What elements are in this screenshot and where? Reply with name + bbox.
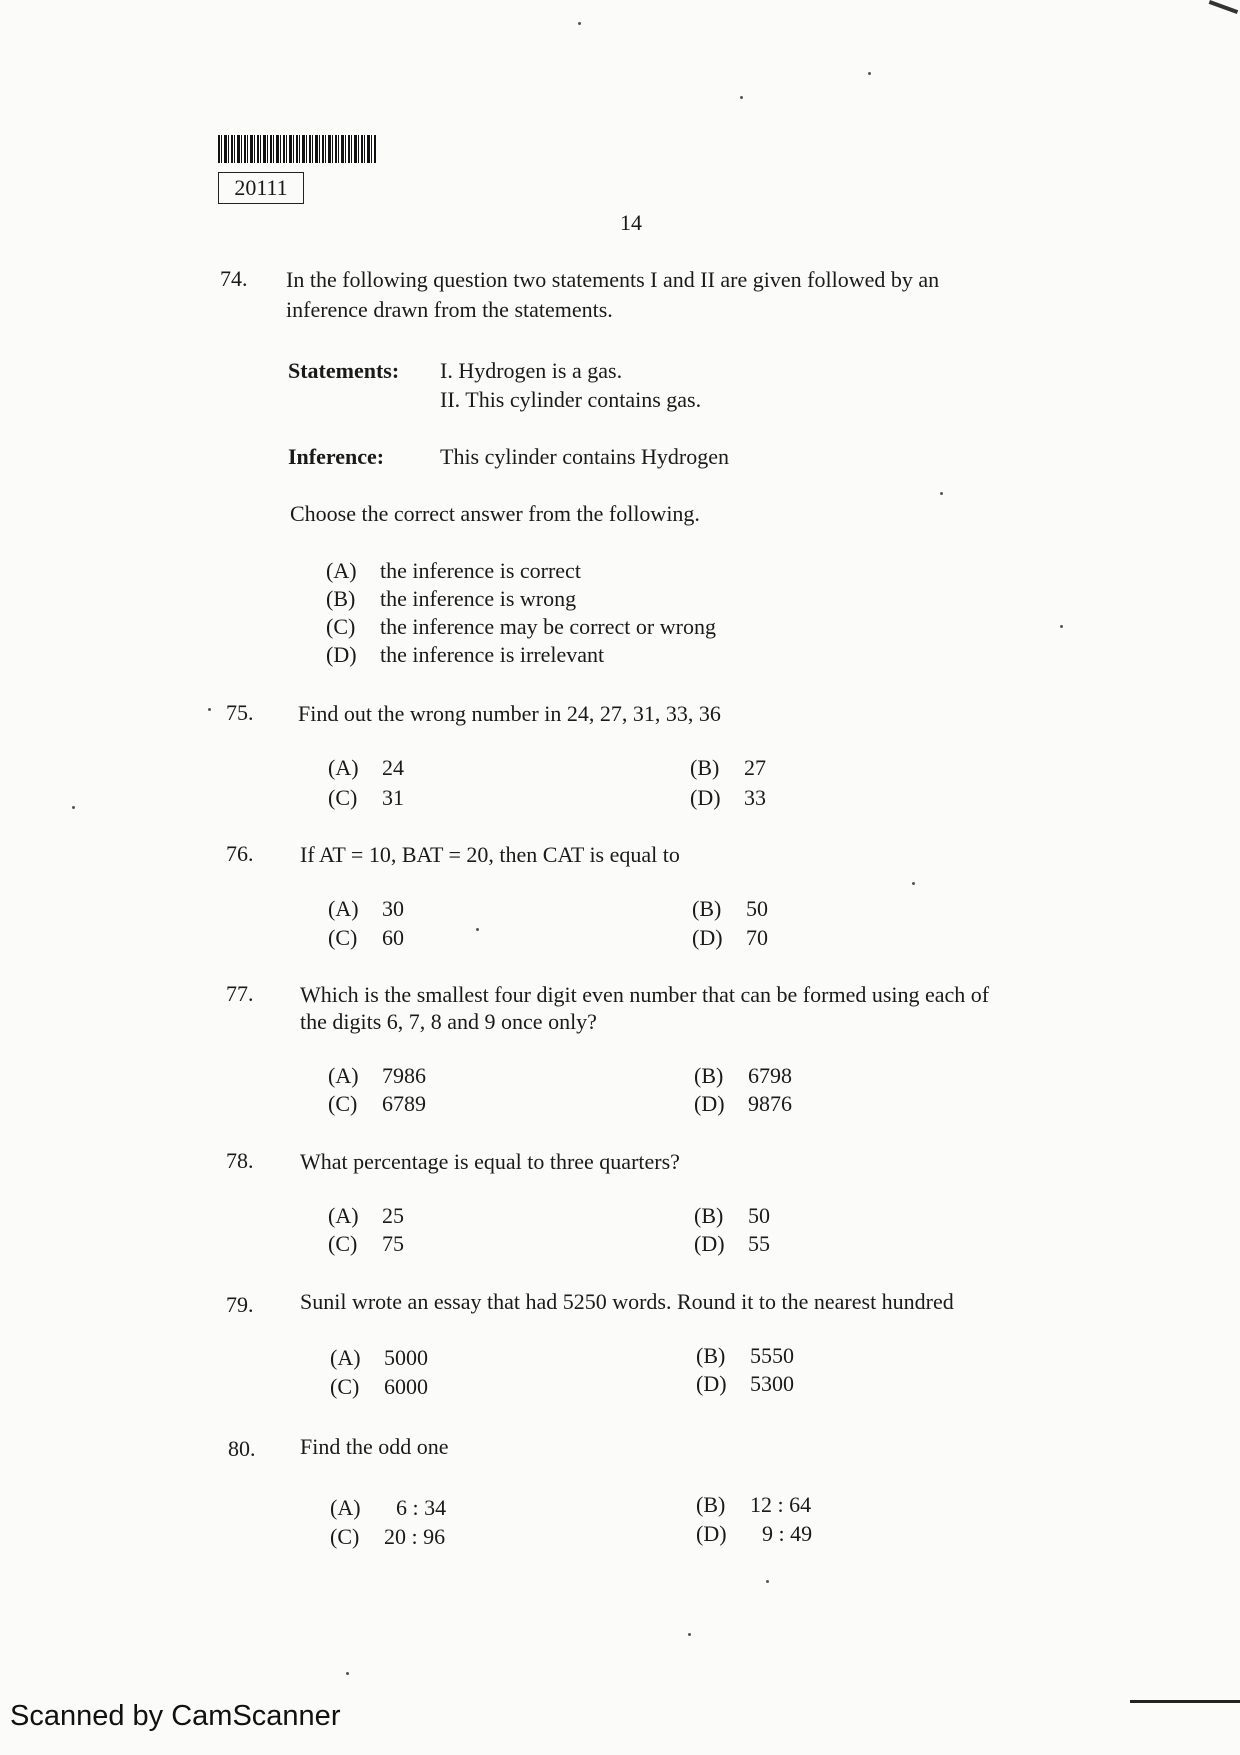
scan-speck — [1060, 625, 1063, 628]
option-letter: (D) — [694, 1231, 725, 1256]
option-text: 6789 — [382, 1091, 426, 1116]
option — [328, 784, 404, 812]
statement: I. Hydrogen is a gas. — [440, 358, 623, 383]
option — [694, 1202, 770, 1230]
option-letter: (B) — [694, 1063, 724, 1088]
question-text: Sunil wrote an essay that had 5250 words. Round it to the nearest hundred — [300, 1289, 954, 1314]
option-letter: (C) — [328, 1231, 358, 1256]
option-letter: (A) — [328, 1063, 359, 1088]
option — [690, 784, 766, 812]
option — [694, 1090, 792, 1118]
option — [328, 924, 404, 952]
option — [696, 1520, 812, 1548]
question-text: Which is the smallest four digit even number that can be formed using each of — [300, 982, 990, 1007]
option-letter: (D) — [696, 1521, 727, 1546]
scan-speck — [208, 708, 211, 711]
scan-edge-mark — [1209, 0, 1239, 14]
option — [694, 1230, 770, 1258]
option-letter: (C) — [328, 925, 358, 950]
option — [326, 585, 576, 613]
option-letter: (A) — [330, 1345, 361, 1370]
scan-speck — [346, 1672, 349, 1675]
option-text: 9876 — [748, 1091, 792, 1116]
option — [330, 1373, 428, 1401]
option-text: 33 — [744, 785, 766, 810]
option — [328, 1090, 426, 1118]
option-text: 30 — [382, 896, 404, 921]
option-text: 70 — [746, 925, 768, 950]
scan-edge-line — [1130, 1700, 1240, 1703]
option — [328, 1202, 404, 1230]
question-number: 74. — [220, 266, 248, 291]
option-text: 27 — [744, 755, 766, 780]
option — [692, 924, 768, 952]
option-letter: (A) — [330, 1495, 361, 1520]
option-text: 6000 — [384, 1374, 428, 1399]
scan-speck — [740, 96, 743, 99]
option-text: 6798 — [748, 1063, 792, 1088]
option-letter: (B) — [696, 1492, 726, 1517]
option-letter: (D) — [690, 785, 721, 810]
option-text: 5550 — [750, 1343, 794, 1368]
option-letter: (C) — [328, 785, 358, 810]
option-letter: (D) — [694, 1091, 725, 1116]
question-text: In the following question two statements I and II are given followed by an — [286, 267, 940, 292]
question-text: inference drawn from the statements. — [286, 297, 613, 322]
option-letter: (A) — [326, 558, 357, 583]
option — [326, 641, 604, 669]
scan-speck — [912, 882, 915, 885]
option — [330, 1344, 428, 1372]
option-text: the inference is correct — [380, 558, 581, 583]
option — [696, 1370, 794, 1398]
question-number: 79. — [226, 1292, 254, 1317]
option — [328, 1230, 404, 1258]
option — [696, 1491, 811, 1519]
scan-speck — [476, 928, 479, 931]
option-letter: (A) — [328, 1203, 359, 1228]
scan-speck — [868, 72, 871, 75]
option-text: 50 — [748, 1203, 770, 1228]
option — [328, 754, 404, 782]
inference-text: This cylinder contains Hydrogen — [440, 444, 729, 469]
question-text: Find the odd one — [300, 1434, 449, 1459]
instruction: Choose the correct answer from the following. — [290, 501, 700, 526]
option-text: 9 : 49 — [762, 1521, 813, 1546]
question-number: 77. — [226, 981, 254, 1006]
option-text: 5000 — [384, 1345, 428, 1370]
option-text: 24 — [382, 755, 404, 780]
option — [330, 1494, 446, 1522]
option-text: 50 — [746, 896, 768, 921]
option-text: 12 : 64 — [750, 1492, 812, 1517]
option-text: 25 — [382, 1203, 404, 1228]
scanner-watermark: Scanned by CamScanner — [10, 1700, 341, 1732]
option-text: the inference is wrong — [380, 586, 577, 611]
option-letter: (B) — [694, 1203, 724, 1228]
option-text: the inference is irrelevant — [380, 642, 605, 667]
option-letter: (C) — [328, 1091, 358, 1116]
option-letter: (B) — [690, 755, 720, 780]
question-text: the digits 6, 7, 8 and 9 once only? — [300, 1009, 597, 1034]
page-number: 14 — [620, 210, 642, 235]
option-text: 5300 — [750, 1371, 794, 1396]
option-text: 6 : 34 — [396, 1495, 447, 1520]
option-letter: (B) — [692, 896, 722, 921]
option-text: 7986 — [382, 1063, 426, 1088]
option — [326, 557, 581, 585]
option-letter: (A) — [328, 896, 359, 921]
option-letter: (A) — [328, 755, 359, 780]
question-number: 76. — [226, 841, 254, 866]
option — [328, 1062, 426, 1090]
question-number: 80. — [228, 1436, 256, 1461]
question-number: 78. — [226, 1148, 254, 1173]
option — [692, 895, 768, 923]
option — [326, 613, 716, 641]
option-letter: (B) — [696, 1343, 726, 1368]
scan-speck — [940, 492, 943, 495]
question-text: If AT = 10, BAT = 20, then CAT is equal to — [300, 842, 680, 867]
statement: II. This cylinder contains gas. — [440, 387, 702, 412]
option — [328, 895, 404, 923]
question-text: Find out the wrong number in 24, 27, 31, 33, 36 — [298, 701, 721, 726]
scan-speck — [766, 1580, 769, 1583]
paper-code: 20111 — [218, 172, 304, 204]
option-letter: (C) — [330, 1524, 360, 1549]
option — [694, 1062, 792, 1090]
option — [696, 1342, 794, 1370]
option-letter: (D) — [696, 1371, 727, 1396]
option-letter: (C) — [330, 1374, 360, 1399]
option-letter: (D) — [692, 925, 723, 950]
scan-speck — [688, 1633, 691, 1636]
option-text: 60 — [382, 925, 404, 950]
option-letter: (C) — [326, 614, 356, 639]
option-letter: (B) — [326, 586, 356, 611]
barcode — [218, 135, 376, 163]
option — [690, 754, 766, 782]
scan-speck — [72, 806, 75, 809]
option-text: 20 : 96 — [384, 1524, 446, 1549]
option-letter: (D) — [326, 642, 357, 667]
scan-speck — [578, 22, 581, 25]
option — [330, 1523, 445, 1551]
option-text: 55 — [748, 1231, 770, 1256]
question-text: What percentage is equal to three quarters? — [300, 1149, 680, 1174]
inference-label: Inference: — [288, 444, 385, 469]
question-number: 75. — [226, 700, 254, 725]
option-text: the inference may be correct or wrong — [380, 614, 716, 639]
statements-label: Statements: — [288, 358, 400, 383]
option-text: 31 — [382, 785, 404, 810]
option-text: 75 — [382, 1231, 404, 1256]
